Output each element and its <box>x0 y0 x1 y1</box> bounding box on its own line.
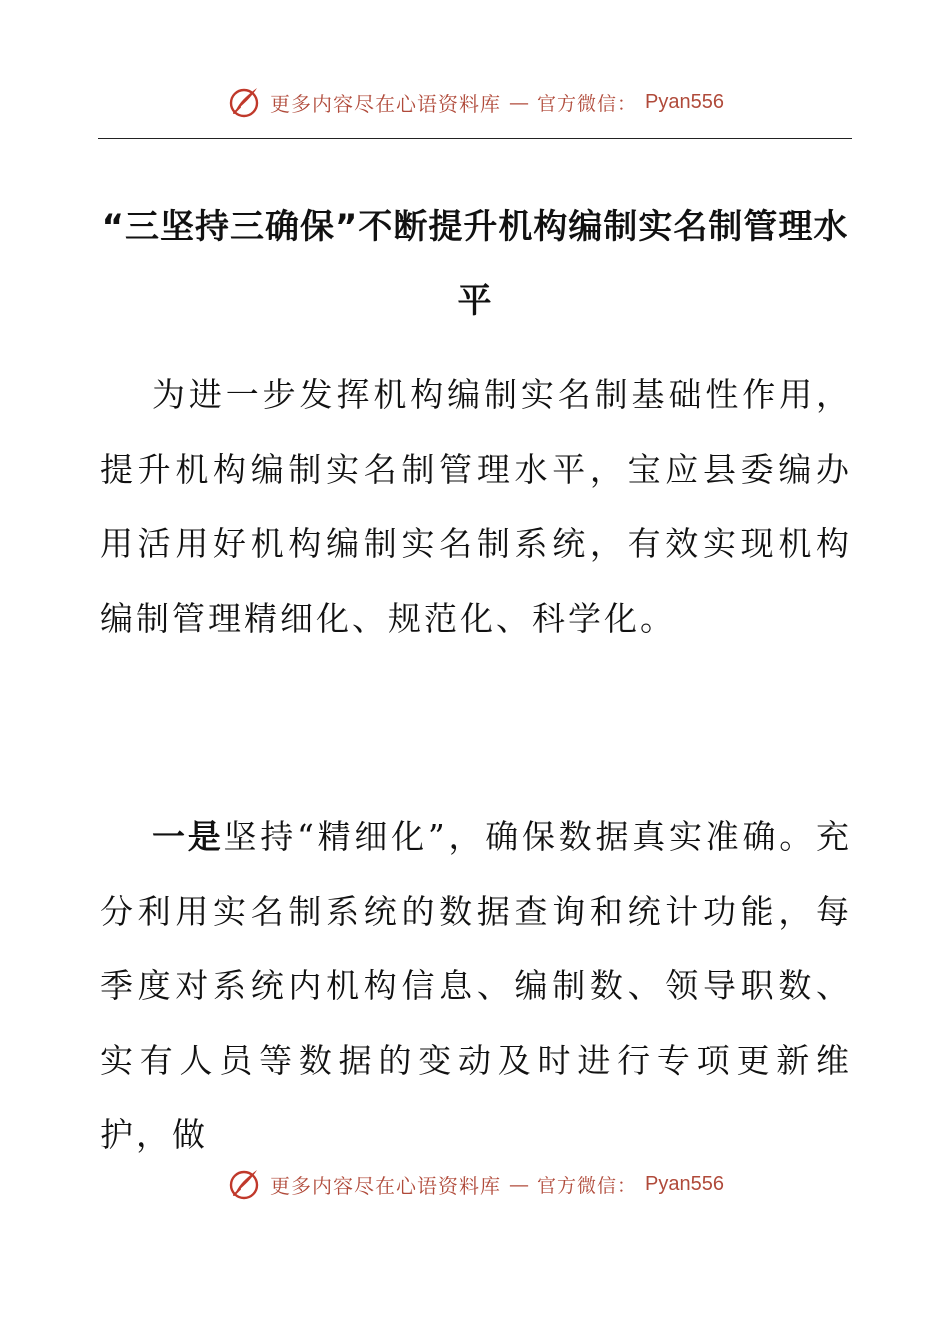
document-title: “三坚持三确保”不断提升机构编制实名制管理水平 <box>101 207 849 321</box>
point-one-paragraph <box>100 800 852 1173</box>
wechat-label: 官方微信： <box>537 1174 638 1197</box>
footer-banner <box>0 1162 950 1206</box>
header-banner <box>0 80 950 124</box>
intro-paragraph: 为进一步发挥机构编制实名制基础性作用，提升机构编制实名制管理水平，宝应县委编办用活用好机构编制实名制系统，有效实现机构编制管理精细化、规范化、科学化。 <box>100 375 852 638</box>
wechat-id: Pyan556 <box>645 1172 724 1195</box>
point-one-text: 坚持“精细化”，确保数据真实准确。充分利用实名制系统的数据查询和统计功能，每季度对系统内机构信息、编制数、领导职数、实有人员等数据的变动及时进行专项更新维护，做 <box>100 817 852 1154</box>
feather-quill-logo-icon <box>226 1166 262 1202</box>
feather-quill-logo-icon <box>226 84 262 120</box>
header-divider <box>98 138 852 139</box>
point-one-lead: 一是 <box>152 817 224 856</box>
promo-text: 更多内容尽在心语资料库 <box>270 1173 501 1198</box>
banner-dash: — <box>509 1172 529 1196</box>
promo-text: 更多内容尽在心语资料库 <box>270 91 501 116</box>
wechat-label: 官方微信： <box>537 92 638 115</box>
banner-dash: — <box>509 90 529 114</box>
wechat-id: Pyan556 <box>645 90 724 113</box>
